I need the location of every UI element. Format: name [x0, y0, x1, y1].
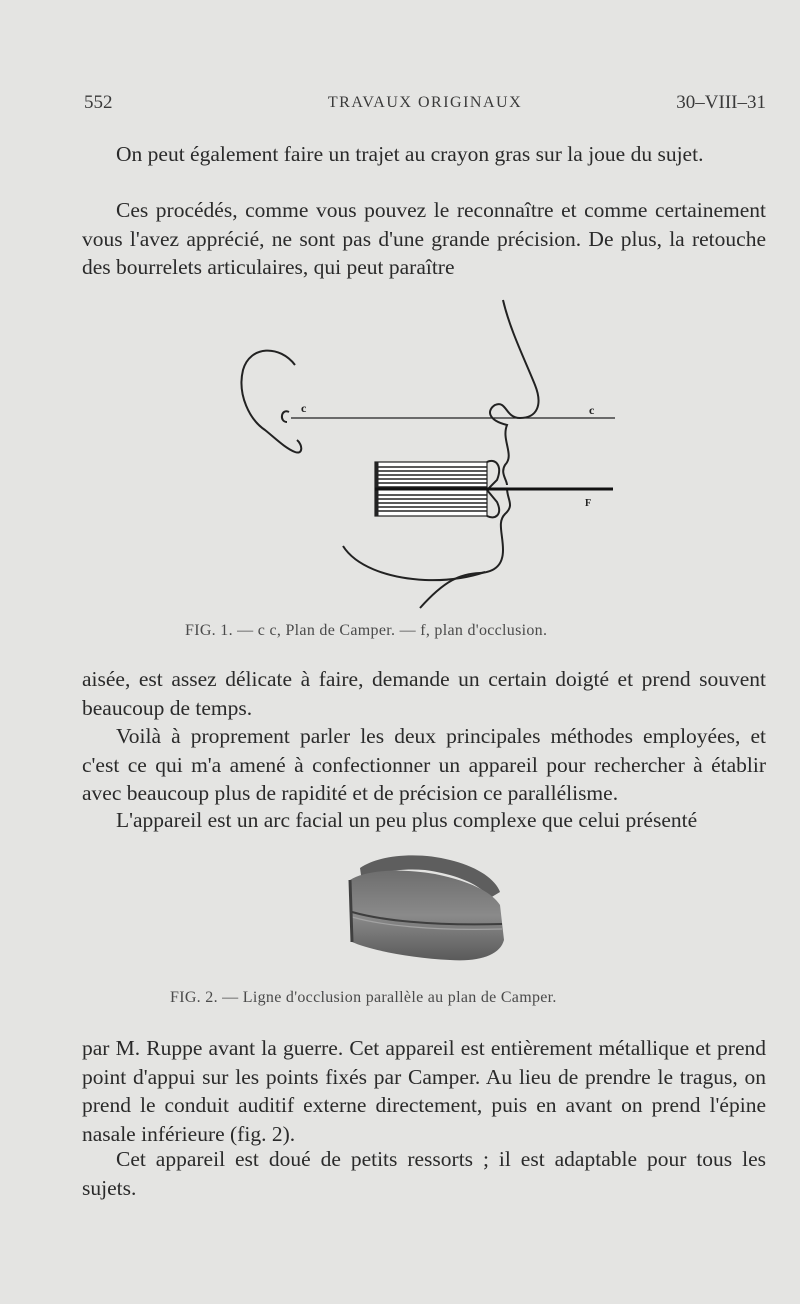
header-date: 30–VIII–31: [676, 92, 766, 113]
face-profile: [420, 300, 539, 608]
appliance-edge: [350, 880, 352, 942]
paragraph-1-text: On peut également faire un trajet au crayon gras sur la joue du sujet.: [116, 142, 704, 166]
paragraph-2-text: Ces procédés, comme vous pouvez le reconnaître et comme certainement vous l'avez apprécié, ne sont pas d'une grande précision. De plus, la retouche des bourrelets articulaires, qui peut paraître: [82, 198, 766, 279]
paragraph-1: [82, 140, 766, 169]
paragraph-2: [82, 196, 766, 282]
paragraph-7: [82, 1145, 766, 1202]
page-number: 552: [84, 92, 113, 113]
label-c-right: c: [589, 403, 595, 417]
running-title: TRAVAUX ORIGINAUX: [327, 94, 523, 111]
paragraph-3: [82, 665, 766, 722]
paragraph-5-text: L'appareil est un arc facial un peu plus complexe que celui présenté: [116, 808, 698, 832]
paragraph-6: [82, 1034, 766, 1148]
ear-outline: [242, 351, 302, 453]
paragraph-4-text: Voilà à proprement parler les deux principales méthodes employées, et c'est ce qui m'a amené à confectionner un appareil pour rechercher à établir avec beaucoup plus de rapidité et de précision ce parallélisme.: [82, 724, 766, 805]
paragraph-3-text: aisée, est assez délicate à faire, demande un certain doigté et prend souvent beaucoup de temps.: [82, 667, 766, 720]
figure-2-caption: FIG. 2. — Ligne d'occlusion parallèle au plan de Camper.: [170, 989, 557, 1006]
figure-2-appliance-photo: [340, 850, 510, 985]
paragraph-6-text: par M. Ruppe avant la guerre. Cet appareil est entièrement métallique et prend point d'appui sur les points fixés par Camper. Au lieu de prendre le tragus, on prend le conduit auditif externe directement, puis en avant on prend l'épine nasale inférieure (fig. 2).: [82, 1036, 766, 1146]
figure-1-profile-diagram: [225, 290, 625, 615]
figure-1-caption: FIG. 1. — c c, Plan de Camper. — f, plan d'occlusion.: [185, 622, 548, 639]
paragraph-4: [82, 722, 766, 808]
ear-canal: [282, 411, 289, 422]
running-header: [84, 92, 766, 118]
label-c-left: c: [301, 401, 307, 415]
label-f: F: [585, 498, 592, 509]
paragraph-5: [82, 806, 766, 835]
paragraph-7-text: Cet appareil est doué de petits ressorts ; il est adaptable pour tous les sujets.: [82, 1147, 766, 1200]
